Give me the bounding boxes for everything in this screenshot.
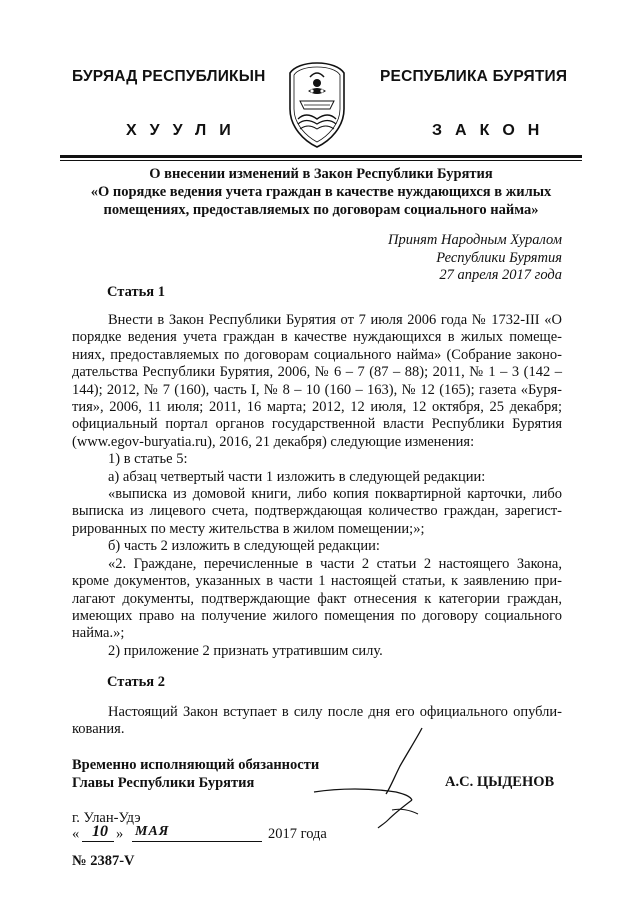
law-title-line: «О порядке ведения учета граждан в качестве нуждающихся в жилых: [90, 184, 552, 200]
signatory-position-line: Временно исполняющий обязанности: [72, 757, 320, 773]
header-divider-thick: [60, 155, 582, 158]
text-line: Внести в Закон Республики Бурятия от 7 июля 2006 года № 1732-III «О: [108, 312, 562, 328]
date-month-underline: [132, 841, 262, 842]
text-line: лагают документы, подтверждающие факт отнесения к категории граждан,: [72, 590, 562, 607]
article-2-heading: Статья 2: [107, 674, 165, 690]
date-year: 2017 года: [268, 826, 327, 842]
text-line: 2) приложение 2 признать утратившим силу.: [108, 642, 383, 659]
text-line: кроме документов, указанных в части 1 настоящей статьи, к заявлению при-: [72, 573, 562, 590]
header-right-title: РЕСПУБЛИКА БУРЯТИЯ: [380, 68, 568, 85]
text-line: официальный портал органов государственной власти Республики Бурятия: [72, 416, 562, 433]
date-quote-close: »: [116, 826, 124, 842]
handwritten-signature: [300, 722, 440, 832]
text-line: рированных по месту жительства в жилом помещении;»;: [72, 520, 425, 537]
text-line: «выписка из домовой книги, либо копия поквартирной карточки, либо: [108, 486, 562, 503]
signing-date: [72, 823, 372, 846]
adoption-note-line: 27 апреля 2017 года: [439, 267, 562, 283]
text-line: 1) в статье 5:: [108, 451, 188, 468]
text-line: имеющих право на получение жилого помещения по договору социального: [72, 607, 562, 624]
adoption-note: [300, 232, 562, 285]
text-line: (www.egov-buryatia.ru), 2016, 21 декабря) следующие изменения:: [72, 433, 475, 450]
text-line: ниях, предоставляемых по договорам социального найма» (Собрание законо-: [72, 346, 562, 363]
article-1-heading: Статья 1: [107, 284, 165, 300]
date-day: 10: [92, 823, 108, 840]
signatory-position: [72, 756, 319, 792]
adoption-note-line: Республики Бурятия: [436, 249, 562, 266]
text-line: 144); 2012, № 7 (160), часть I, № 8 – 10 (160 – 163), № 12 (165); газета «Буря-: [72, 381, 562, 398]
signatory-name: А.С. ЦЫДЕНОВ: [445, 774, 555, 790]
text-line: тия», 2006, 11 июля; 2011, 16 марта; 2012, 12 июля, 12 октября, 25 декабря;: [72, 399, 562, 416]
text-line: найма.»;: [72, 625, 125, 642]
date-day-underline: [82, 841, 114, 842]
text-line: выписка из лицевого счета, подтверждающая количество граждан, зарегист-: [72, 503, 562, 520]
date-month: МАЯ: [135, 824, 170, 839]
text-line: кования.: [72, 721, 125, 738]
date-quote-open: «: [72, 826, 80, 842]
text-line: а) абзац четвертый части 1 изложить в следующей редакции:: [108, 468, 486, 485]
adoption-note-line: Принят Народным Хуралом: [387, 232, 562, 248]
law-title-line: помещениях, предоставляемых по договорам социального найма»: [103, 202, 539, 218]
text-line: дательства Республики Бурятия, 2006, № 6 – 7 (87 – 88); 2011, № 1 – 3 (142 –: [72, 364, 562, 381]
article-1-body: [72, 312, 562, 660]
law-number: № 2387-V: [72, 853, 135, 869]
text-line: порядке ведения учета граждан в качестве нуждающихся в жилых помеще-: [72, 329, 562, 346]
header-left-subtitle: ХУУЛИ: [126, 122, 244, 139]
coat-of-arms-icon: [286, 61, 348, 149]
text-line: «2. Граждане, перечисленные в части 2 статьи 2 настоящего Закона,: [108, 555, 562, 572]
text-line: б) часть 2 изложить в следующей редакции:: [108, 538, 380, 555]
text-line: Настоящий Закон вступает в силу после дня его официального опубли-: [108, 704, 562, 720]
law-title: [60, 165, 582, 219]
city: г. Улан-Удэ: [72, 810, 141, 826]
header-right-subtitle: ЗАКОН: [432, 122, 553, 139]
header-divider-thin: [60, 160, 582, 161]
signatory-position-line: Главы Республики Бурятия: [72, 775, 255, 791]
header-left-title: БУРЯАД РЕСПУБЛИКЫН: [72, 68, 266, 85]
law-title-line: О внесении изменений в Закон Республики Бурятия: [149, 166, 493, 182]
